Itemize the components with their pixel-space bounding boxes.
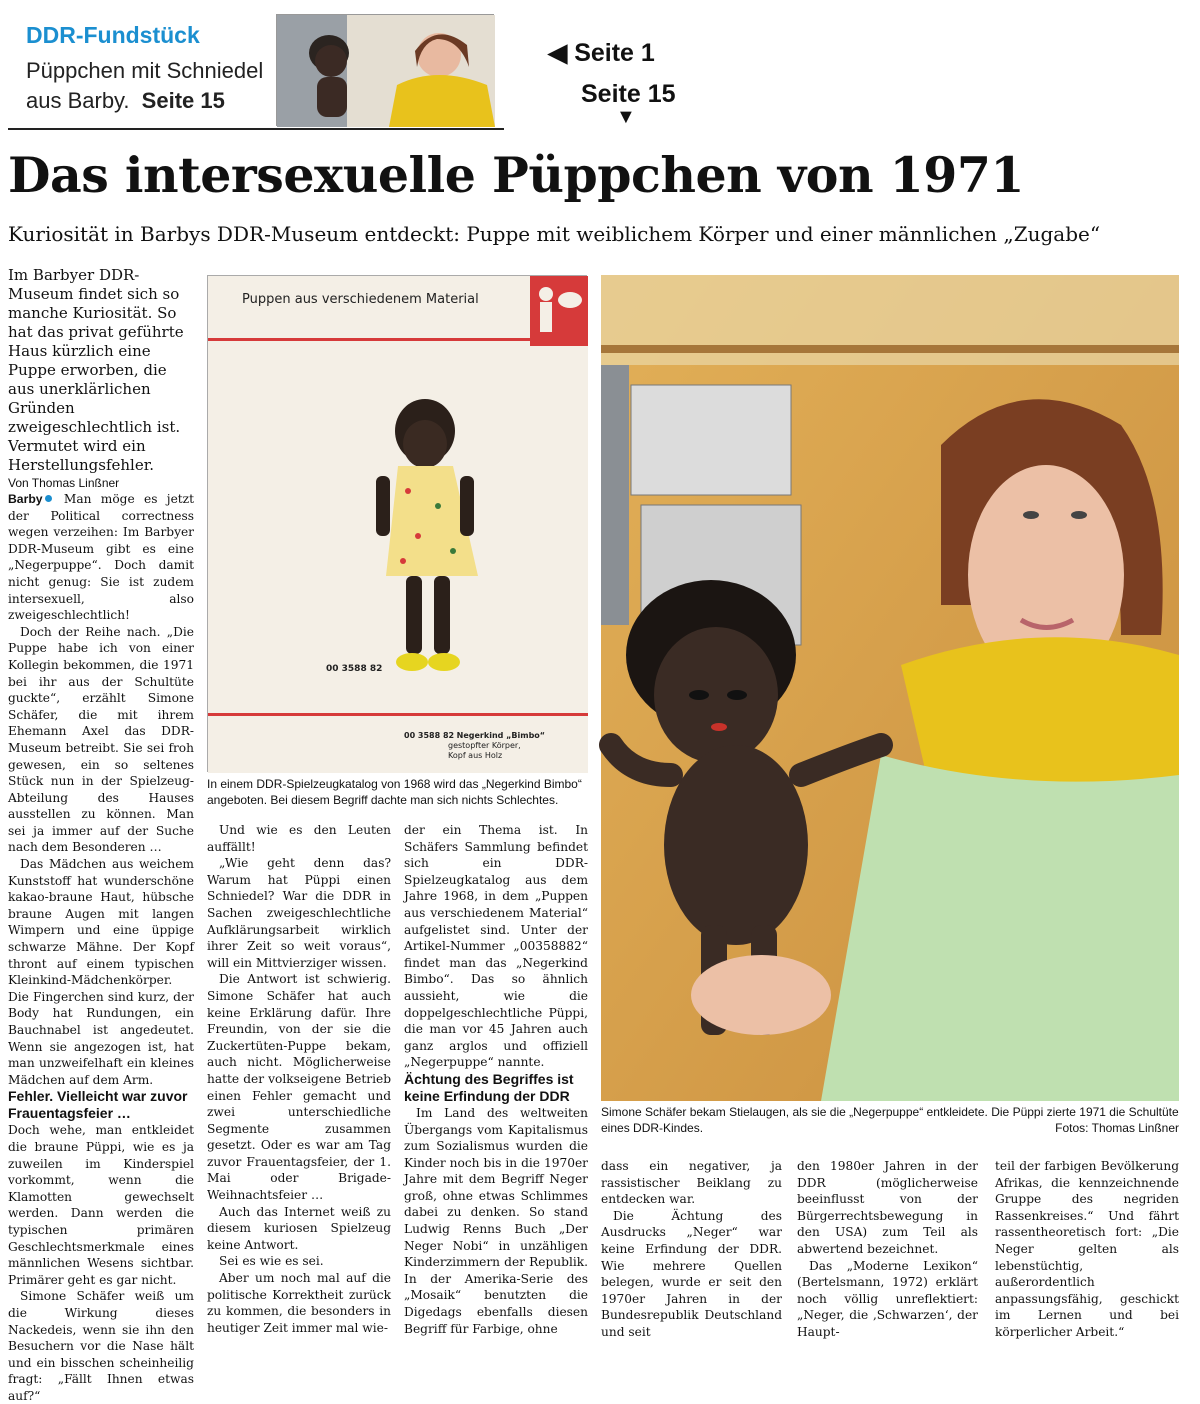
dateline-dot-icon xyxy=(45,495,52,502)
paragraph: Und wie es den Leuten auffällt! xyxy=(207,823,391,854)
teaser-photo-illustration xyxy=(277,15,495,127)
headline: Das intersexuelle Püppchen von 1971 xyxy=(8,146,1025,204)
paragraph: Doch wehe, man entkleidet die braune Püppi, wie es ja zuweilen im Kinderspiel vorkommt, wenn die Klamotten gewechselt werden. Dann werden die typischen primären Geschlechtsmerkmale eines männlichen Wesens sichtbar. Primärer geht es gar nicht. xyxy=(8,1123,194,1287)
catalog-label-desc1: gestopfter Körper, xyxy=(448,741,521,750)
catalog-label-name: Negerkind „Bimbo“ xyxy=(456,731,546,740)
column-1 xyxy=(8,266,194,1404)
paragraph: Sei es wie es sei. xyxy=(219,1254,324,1269)
teaser-photo xyxy=(276,14,494,126)
column-4 xyxy=(601,1158,782,1341)
nav-page-15-label: Seite 15 xyxy=(581,80,676,108)
column-6 xyxy=(995,1158,1179,1341)
teaser-box[interactable] xyxy=(8,8,504,130)
column-5 xyxy=(797,1158,978,1341)
section-subtitle: Fehler. Vielleicht war zuvor Frauentagsfeier … xyxy=(8,1088,188,1122)
catalog-image xyxy=(207,275,587,772)
teaser-line-1: Püppchen mit Schniedel xyxy=(26,58,264,83)
paragraph: der ein Thema ist. In Schäfers Sammlung befindet sich ein DDR-Spielzeugkatalog aus dem Jahre 1968, in dem „Puppen aus verschiedenem Material“ aufgelistet sind. Unter der Artikel-Nummer „00358882“ findet man das „Negerkind Bimbo“. Das so ähnlich aussieht, wie die doppelgeschlechtliche Püppi, die man vor 45 Jahren auch ganz arglos und offiziell „Negerpuppe“ nannte. xyxy=(404,823,588,1070)
intro-text: Im Barbyer DDR-Museum findet sich so manche Kuriosität. So hat das privat geführte Haus kürzlich eine Puppe erworben, die aus unerklärlichen Gründen zweigeschlechtlich ist. Vermutet wird ein Herstellungsfehler. xyxy=(8,266,184,474)
subheadline: Kuriosität in Barbys DDR-Museum entdeckt: Puppe mit weiblichem Körper und einer männlichen „Zugabe“ xyxy=(8,222,1101,246)
paragraph: Die Antwort ist schwierig. Simone Schäfer hat auch keine Erklärung dafür. Ihre Freundin, von der sie die Zuckertüten-Puppe bekam, auch nicht. Möglicherweise hatte der volkseigene Betrieb einen Fehler gemacht und zwei unterschiedliche Segmente zusammen gesetzt. Oder es war am Tag zuvor Frauentagsfeier, der 1. Mai oder Brigade-Weihnachtsfeier … xyxy=(207,972,391,1203)
nav-page-15[interactable] xyxy=(581,80,676,109)
paragraph: Auch das Internet weiß zu diesem kuriosen Spielzeug keine Antwort. xyxy=(207,1204,391,1252)
main-photo xyxy=(601,275,1179,1101)
nav-page-1[interactable] xyxy=(548,38,655,68)
section-subtitle: Ächtung des Begriffes ist keine Erfindung der DDR xyxy=(404,1070,574,1104)
paragraph: Das Mädchen aus weichem Kunststoff hat wunderschöne kakao-braune Haut, hübsche braune Augen mit langen Wimpern und eine üppige schwarze Mähne. Der Kopf thront auf einem typischen Kleinkind-Mädchenkörper. Die Fingerchen sind kurz, der Body hat Rundungen, ein Bauchnabel ist angedeutet. Wenn sie angezogen ist, hat man unzweifelhaft ein kleines Mädchen auf dem Arm. xyxy=(8,857,194,1087)
teaser-line-2-text: aus Barby. xyxy=(26,88,130,113)
dateline: Barby xyxy=(8,492,43,506)
nav-page-1-label: Seite 1 xyxy=(574,39,655,67)
paragraph: Im Land des weltweiten Übergangs vom Kapitalismus zum Sozialismus wurden die Kinder noch bis in die 1970er Jahre mit dem Begriff Neger groß, ohne etwas Schlimmes dabei zu denken. So stand Ludwig Renns Buch „Der Neger Nobi“ in unzähligen Kinderzimmern der Republik. In der Amerika-Serie des „Mosaik“ benutzten die Digedags ebenfalls diesen Begriff für Farbige, ohne xyxy=(404,1105,588,1336)
paragraph: Die Ächtung des Ausdrucks „Neger“ war keine Erfindung der DDR. Wie mehrere Quellen belegen, wurde er seit den 1970er Jahren in der Bundesrepublik Deutschland und seit xyxy=(601,1208,782,1339)
paragraph: Das „Moderne Lexikon“ (Bertelsmann, 1972) erklärt noch völlig unreflektiert: „Neger, die ‚Schwarzen‘, der Haupt- xyxy=(797,1258,978,1339)
catalog-label xyxy=(404,731,545,761)
catalog-caption: In einem DDR-Spielzeugkatalog von 1968 wird das „Negerkind Bimbo“ angeboten. Bei diesem Begriff dachte man sich nichts Schlechtes. xyxy=(207,777,582,807)
left-arrow-icon: ◀ xyxy=(548,39,568,67)
photo-credit: Fotos: Thomas Linßner xyxy=(1055,1121,1179,1135)
main-photo-illustration xyxy=(601,275,1179,1101)
byline: Von Thomas Linßner xyxy=(8,476,120,490)
column-3 xyxy=(404,822,588,1337)
catalog-label-desc2: Kopf aus Holz xyxy=(448,751,503,760)
paragraph: den 1980er Jahren in der DDR (möglicherweise beeinflusst von der Bürgerrechtsbewegung in den USA) zum Teil als abwertend bezeichnet. xyxy=(797,1159,978,1256)
catalog-illustration xyxy=(208,276,588,773)
photo-caption: Simone Schäfer bekam Stielaugen, als sie die „Negerpuppe“ entkleidete. Die Püppi zierte 1971 die Schultüte eines DDR-Kindes. xyxy=(601,1105,1179,1135)
teaser-kicker: DDR-Fundstück xyxy=(26,22,200,48)
paragraph: Aber um noch mal auf die politische Korrektheit zurück zu kommen, die besonders in heutiger Zeit immer mal wie- xyxy=(207,1271,391,1335)
teaser-line-2 xyxy=(26,88,225,114)
column-2 xyxy=(207,822,391,1336)
catalog-label-number: 00 3588 82 xyxy=(404,731,455,740)
paragraph-text: Man möge es jetzt der Political correctness wegen verzeihen: Im Barbyer DDR-Museum gibt es eine „Negerpuppe“. Doch damit nicht genug: Sie ist zudem intersexuell, also zweigeschlechtlich! xyxy=(8,492,194,623)
paragraph: „Wie geht denn das? Warum hat Püppi einen Schniedel? War die DDR in Sachen zweigeschlechtliche Aufklärungsarbeit wirklich ihrer Zeit so weit voraus“, will ein Mittvierziger wissen. xyxy=(207,856,391,970)
paragraph xyxy=(8,491,194,624)
paragraph: Doch der Reihe nach. „Die Puppe habe ich von einer Kollegin bekommen, die 1971 bei ihr aus der Schultüte guckte“, erzählt Simone Schäfer, die mit ihrem Ehemann Axel das DDR-Museum betreibt. Sie sei froh gewesen, ein so seltenes Stück nun in der Spielzeug-Abteilung des Hauses ausstellen zu können. Man sei ja immer auf der Suche nach dem Besonderen … xyxy=(8,624,194,855)
catalog-item-number: 00 3588 82 xyxy=(326,664,383,674)
paragraph: teil der farbigen Bevölkerung Afrikas, die kennzeichnende Gruppe des negriden Rassenkreises.“ Und fährt rassentheoretisch fort: „Die Neger gelten als lebenstüchtig, außerordentlich anpassungsfähig, geschickt im Lernen und bei körperlicher Arbeit.“ xyxy=(995,1159,1179,1339)
teaser-page-ref: Seite 15 xyxy=(141,88,225,113)
catalog-header: Puppen aus verschiedenem Material xyxy=(242,292,479,307)
paragraph: dass ein negativer, ja rassistischer Beiklang zu entdecken war. xyxy=(601,1159,782,1207)
paragraph: Simone Schäfer weiß um die Wirkung dieses Nackedeis, wenn sie ihn den Besuchern vor die Nase hält und ein bisschen scheinheilig fragt: „Fällt Ihnen etwas auf?“ xyxy=(8,1289,194,1403)
down-arrow-icon: ▼ xyxy=(616,106,636,128)
